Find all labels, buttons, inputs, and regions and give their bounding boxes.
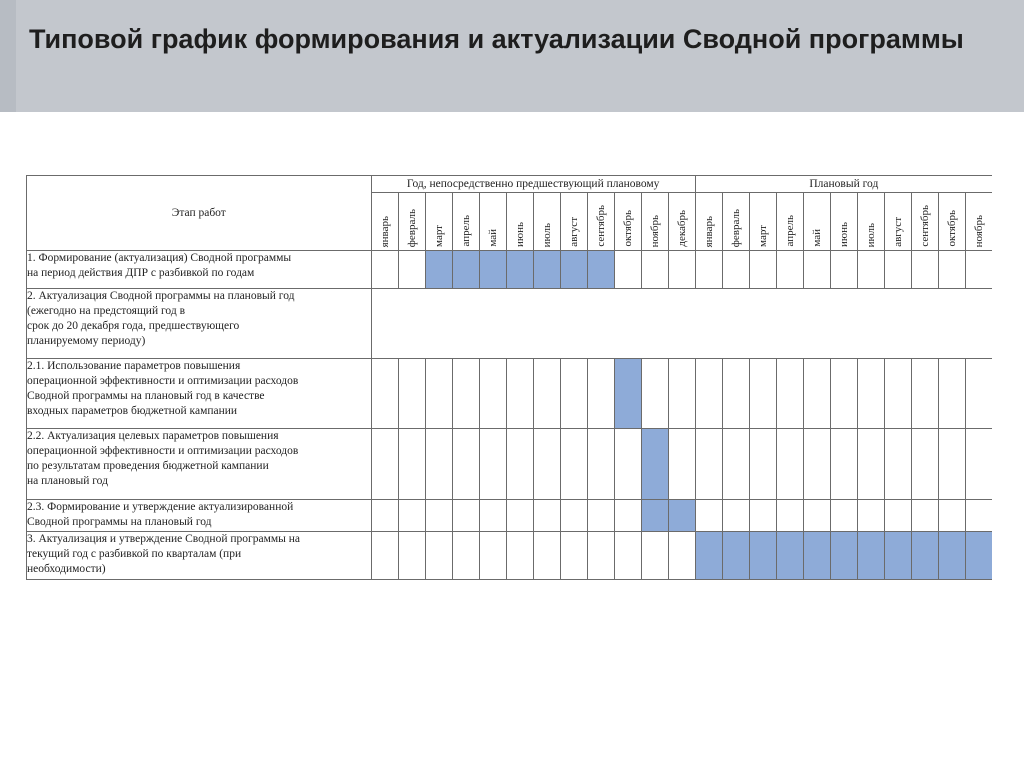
timeline-cell-filled <box>884 532 911 580</box>
timeline-cell <box>749 500 776 532</box>
timeline-cell-filled <box>965 532 992 580</box>
stage-row <box>27 359 993 429</box>
timeline-span-empty <box>371 289 992 359</box>
timeline-cell <box>479 429 506 500</box>
timeline-cell <box>749 429 776 500</box>
timeline-cell <box>857 251 884 289</box>
timeline-cell <box>965 500 992 532</box>
timeline-cell <box>452 500 479 532</box>
timeline-cell <box>398 359 425 429</box>
timeline-cell-filled <box>857 532 884 580</box>
month-label: ноябрь <box>972 214 985 247</box>
month-label: апрель <box>459 215 472 247</box>
timeline-cell <box>884 251 911 289</box>
timeline-cell <box>911 429 938 500</box>
timeline-cell <box>857 359 884 429</box>
timeline-cell <box>749 359 776 429</box>
timeline-cell <box>533 500 560 532</box>
timeline-cell <box>371 359 398 429</box>
timeline-cell <box>533 429 560 500</box>
month-header-prev-7 <box>533 193 560 251</box>
timeline-cell <box>668 532 695 580</box>
timeline-cell-filled <box>938 532 965 580</box>
timeline-cell <box>587 532 614 580</box>
month-label: сентябрь <box>918 205 931 247</box>
timeline-cell <box>668 251 695 289</box>
timeline-cell <box>722 500 749 532</box>
month-header-prev-6 <box>506 193 533 251</box>
timeline-cell-filled <box>479 251 506 289</box>
month-label: май <box>486 229 499 247</box>
timeline-cell <box>452 532 479 580</box>
timeline-cell <box>587 500 614 532</box>
timeline-cell <box>398 500 425 532</box>
stage-label: 2.3. Формирование и утверждение актуализированной Сводной программы на плановый год <box>27 500 372 532</box>
month-header-plan-4 <box>776 193 803 251</box>
timeline-cell <box>911 500 938 532</box>
timeline-cell <box>803 359 830 429</box>
month-header-prev-12 <box>668 193 695 251</box>
month-label: октябрь <box>945 210 958 247</box>
month-header-prev-9 <box>587 193 614 251</box>
timeline-cell <box>614 500 641 532</box>
month-label: декабрь <box>675 210 688 247</box>
timeline-cell-filled <box>641 500 668 532</box>
timeline-cell <box>776 251 803 289</box>
timeline-cell <box>614 429 641 500</box>
timeline-cell <box>479 359 506 429</box>
month-header-plan-9 <box>911 193 938 251</box>
timeline-cell <box>371 532 398 580</box>
timeline-cell <box>506 429 533 500</box>
timeline-cell <box>587 429 614 500</box>
timeline-cell-filled <box>641 429 668 500</box>
timeline-cell <box>398 532 425 580</box>
month-header-plan-8 <box>884 193 911 251</box>
timeline-cell <box>452 359 479 429</box>
stage-label: 2.2. Актуализация целевых параметров повышения операционной эффективности и оптимизации расходов по результатам проведения бюджетной кампании на плановый год <box>27 429 372 500</box>
stage-row <box>27 532 993 580</box>
timeline-cell-filled <box>830 532 857 580</box>
timeline-cell <box>533 532 560 580</box>
timeline-cell <box>641 359 668 429</box>
timeline-cell <box>506 359 533 429</box>
timeline-cell <box>911 251 938 289</box>
timeline-cell <box>371 251 398 289</box>
timeline-cell <box>965 359 992 429</box>
month-label: август <box>891 217 904 247</box>
stage-label: 2. Актуализация Сводной программы на плановый год (ежегодно на предстоящий год в срок до 20 декабря года, предшествующего планируемому периоду) <box>27 289 372 359</box>
timeline-cell <box>722 251 749 289</box>
timeline-cell-filled <box>587 251 614 289</box>
timeline-cell <box>614 251 641 289</box>
timeline-cell <box>776 429 803 500</box>
timeline-cell <box>938 500 965 532</box>
timeline-cell <box>695 429 722 500</box>
timeline-cell <box>938 359 965 429</box>
timeline-cell <box>425 429 452 500</box>
month-label: апрель <box>783 215 796 247</box>
month-label: июнь <box>837 221 850 247</box>
month-header-prev-2 <box>398 193 425 251</box>
timeline-cell-filled <box>722 532 749 580</box>
month-label: июнь <box>513 221 526 247</box>
timeline-cell <box>506 500 533 532</box>
timeline-cell-filled <box>803 532 830 580</box>
timeline-cell <box>857 500 884 532</box>
timeline-cell-filled <box>425 251 452 289</box>
timeline-cell <box>425 500 452 532</box>
timeline-cell <box>695 251 722 289</box>
month-label: август <box>567 217 580 247</box>
stage-label: 2.1. Использование параметров повышения операционной эффективности и оптимизации расходов Сводной программы на плановый год в качестве входных параметров бюджетной кампании <box>27 359 372 429</box>
timeline-cell <box>749 251 776 289</box>
timeline-cell <box>452 429 479 500</box>
stage-row <box>27 500 993 532</box>
column-header-prev-year: Год, непосредственно предшествующий плановому <box>371 176 695 193</box>
month-label: июль <box>864 222 877 247</box>
timeline-cell <box>425 532 452 580</box>
timeline-cell <box>425 359 452 429</box>
month-header-prev-11 <box>641 193 668 251</box>
page-title: Типовой график формирования и актуализации Сводной программы <box>29 24 964 54</box>
timeline-cell <box>533 359 560 429</box>
timeline-cell <box>965 429 992 500</box>
month-label: март <box>756 225 769 247</box>
month-header-plan-2 <box>722 193 749 251</box>
title-bar <box>0 0 1024 112</box>
timeline-cell <box>830 500 857 532</box>
title-bar-accent <box>0 0 16 112</box>
timeline-cell <box>560 500 587 532</box>
timeline-cell <box>479 500 506 532</box>
month-header-prev-1 <box>371 193 398 251</box>
timeline-cell-filled <box>533 251 560 289</box>
timeline-cell <box>776 359 803 429</box>
timeline-cell <box>803 429 830 500</box>
column-header-stage: Этап работ <box>27 176 372 251</box>
month-header-plan-1 <box>695 193 722 251</box>
gantt-table <box>26 175 992 580</box>
timeline-cell <box>884 359 911 429</box>
month-header-prev-8 <box>560 193 587 251</box>
timeline-cell <box>371 500 398 532</box>
timeline-cell-filled <box>911 532 938 580</box>
timeline-cell-filled <box>668 500 695 532</box>
timeline-cell-filled <box>776 532 803 580</box>
timeline-cell <box>587 359 614 429</box>
timeline-cell <box>884 429 911 500</box>
timeline-cell <box>614 532 641 580</box>
timeline-cell <box>641 532 668 580</box>
month-header-plan-5 <box>803 193 830 251</box>
timeline-cell <box>776 500 803 532</box>
gantt-table-container <box>26 175 992 581</box>
timeline-cell-filled <box>749 532 776 580</box>
timeline-cell <box>668 359 695 429</box>
timeline-cell <box>722 429 749 500</box>
timeline-cell-filled <box>506 251 533 289</box>
timeline-cell <box>695 359 722 429</box>
stage-row <box>27 429 993 500</box>
timeline-cell <box>722 359 749 429</box>
timeline-cell <box>668 429 695 500</box>
timeline-cell <box>641 251 668 289</box>
month-header-plan-11 <box>965 193 992 251</box>
month-label: июль <box>540 222 553 247</box>
timeline-cell <box>857 429 884 500</box>
timeline-cell-filled <box>695 532 722 580</box>
header-row-groups <box>27 176 993 193</box>
timeline-cell-filled <box>560 251 587 289</box>
month-label: февраль <box>729 208 742 247</box>
timeline-cell <box>371 429 398 500</box>
timeline-cell <box>506 532 533 580</box>
month-header-prev-3 <box>425 193 452 251</box>
timeline-cell <box>560 429 587 500</box>
month-label: май <box>810 229 823 247</box>
timeline-cell <box>965 251 992 289</box>
stage-label: 3. Актуализация и утверждение Сводной программы на текущий год с разбивкой по кварталам (при необходимости) <box>27 532 372 580</box>
timeline-cell <box>830 251 857 289</box>
month-header-prev-5 <box>479 193 506 251</box>
timeline-cell <box>884 500 911 532</box>
stage-label: 1. Формирование (актуализация) Сводной программы на период действия ДПР с разбивкой по годам <box>27 251 372 289</box>
month-label: октябрь <box>621 210 634 247</box>
month-label: сентябрь <box>594 205 607 247</box>
month-header-plan-10 <box>938 193 965 251</box>
month-header-plan-7 <box>857 193 884 251</box>
timeline-cell <box>911 359 938 429</box>
timeline-cell <box>398 251 425 289</box>
timeline-cell <box>830 359 857 429</box>
timeline-cell-filled <box>614 359 641 429</box>
month-label: ноябрь <box>648 214 661 247</box>
timeline-cell <box>830 429 857 500</box>
month-label: январь <box>702 215 715 247</box>
stage-row <box>27 289 993 359</box>
timeline-cell-filled <box>452 251 479 289</box>
timeline-cell <box>803 500 830 532</box>
month-label: февраль <box>405 208 418 247</box>
timeline-cell <box>938 429 965 500</box>
timeline-cell <box>560 532 587 580</box>
month-header-plan-3 <box>749 193 776 251</box>
timeline-cell <box>560 359 587 429</box>
timeline-cell <box>695 500 722 532</box>
timeline-cell <box>479 532 506 580</box>
timeline-cell <box>803 251 830 289</box>
month-label: январь <box>378 215 391 247</box>
timeline-cell <box>398 429 425 500</box>
month-header-prev-10 <box>614 193 641 251</box>
timeline-cell <box>938 251 965 289</box>
month-header-plan-6 <box>830 193 857 251</box>
month-header-prev-4 <box>452 193 479 251</box>
stage-row <box>27 251 993 289</box>
month-label: март <box>432 225 445 247</box>
column-header-plan-year: Плановый год <box>695 176 992 193</box>
